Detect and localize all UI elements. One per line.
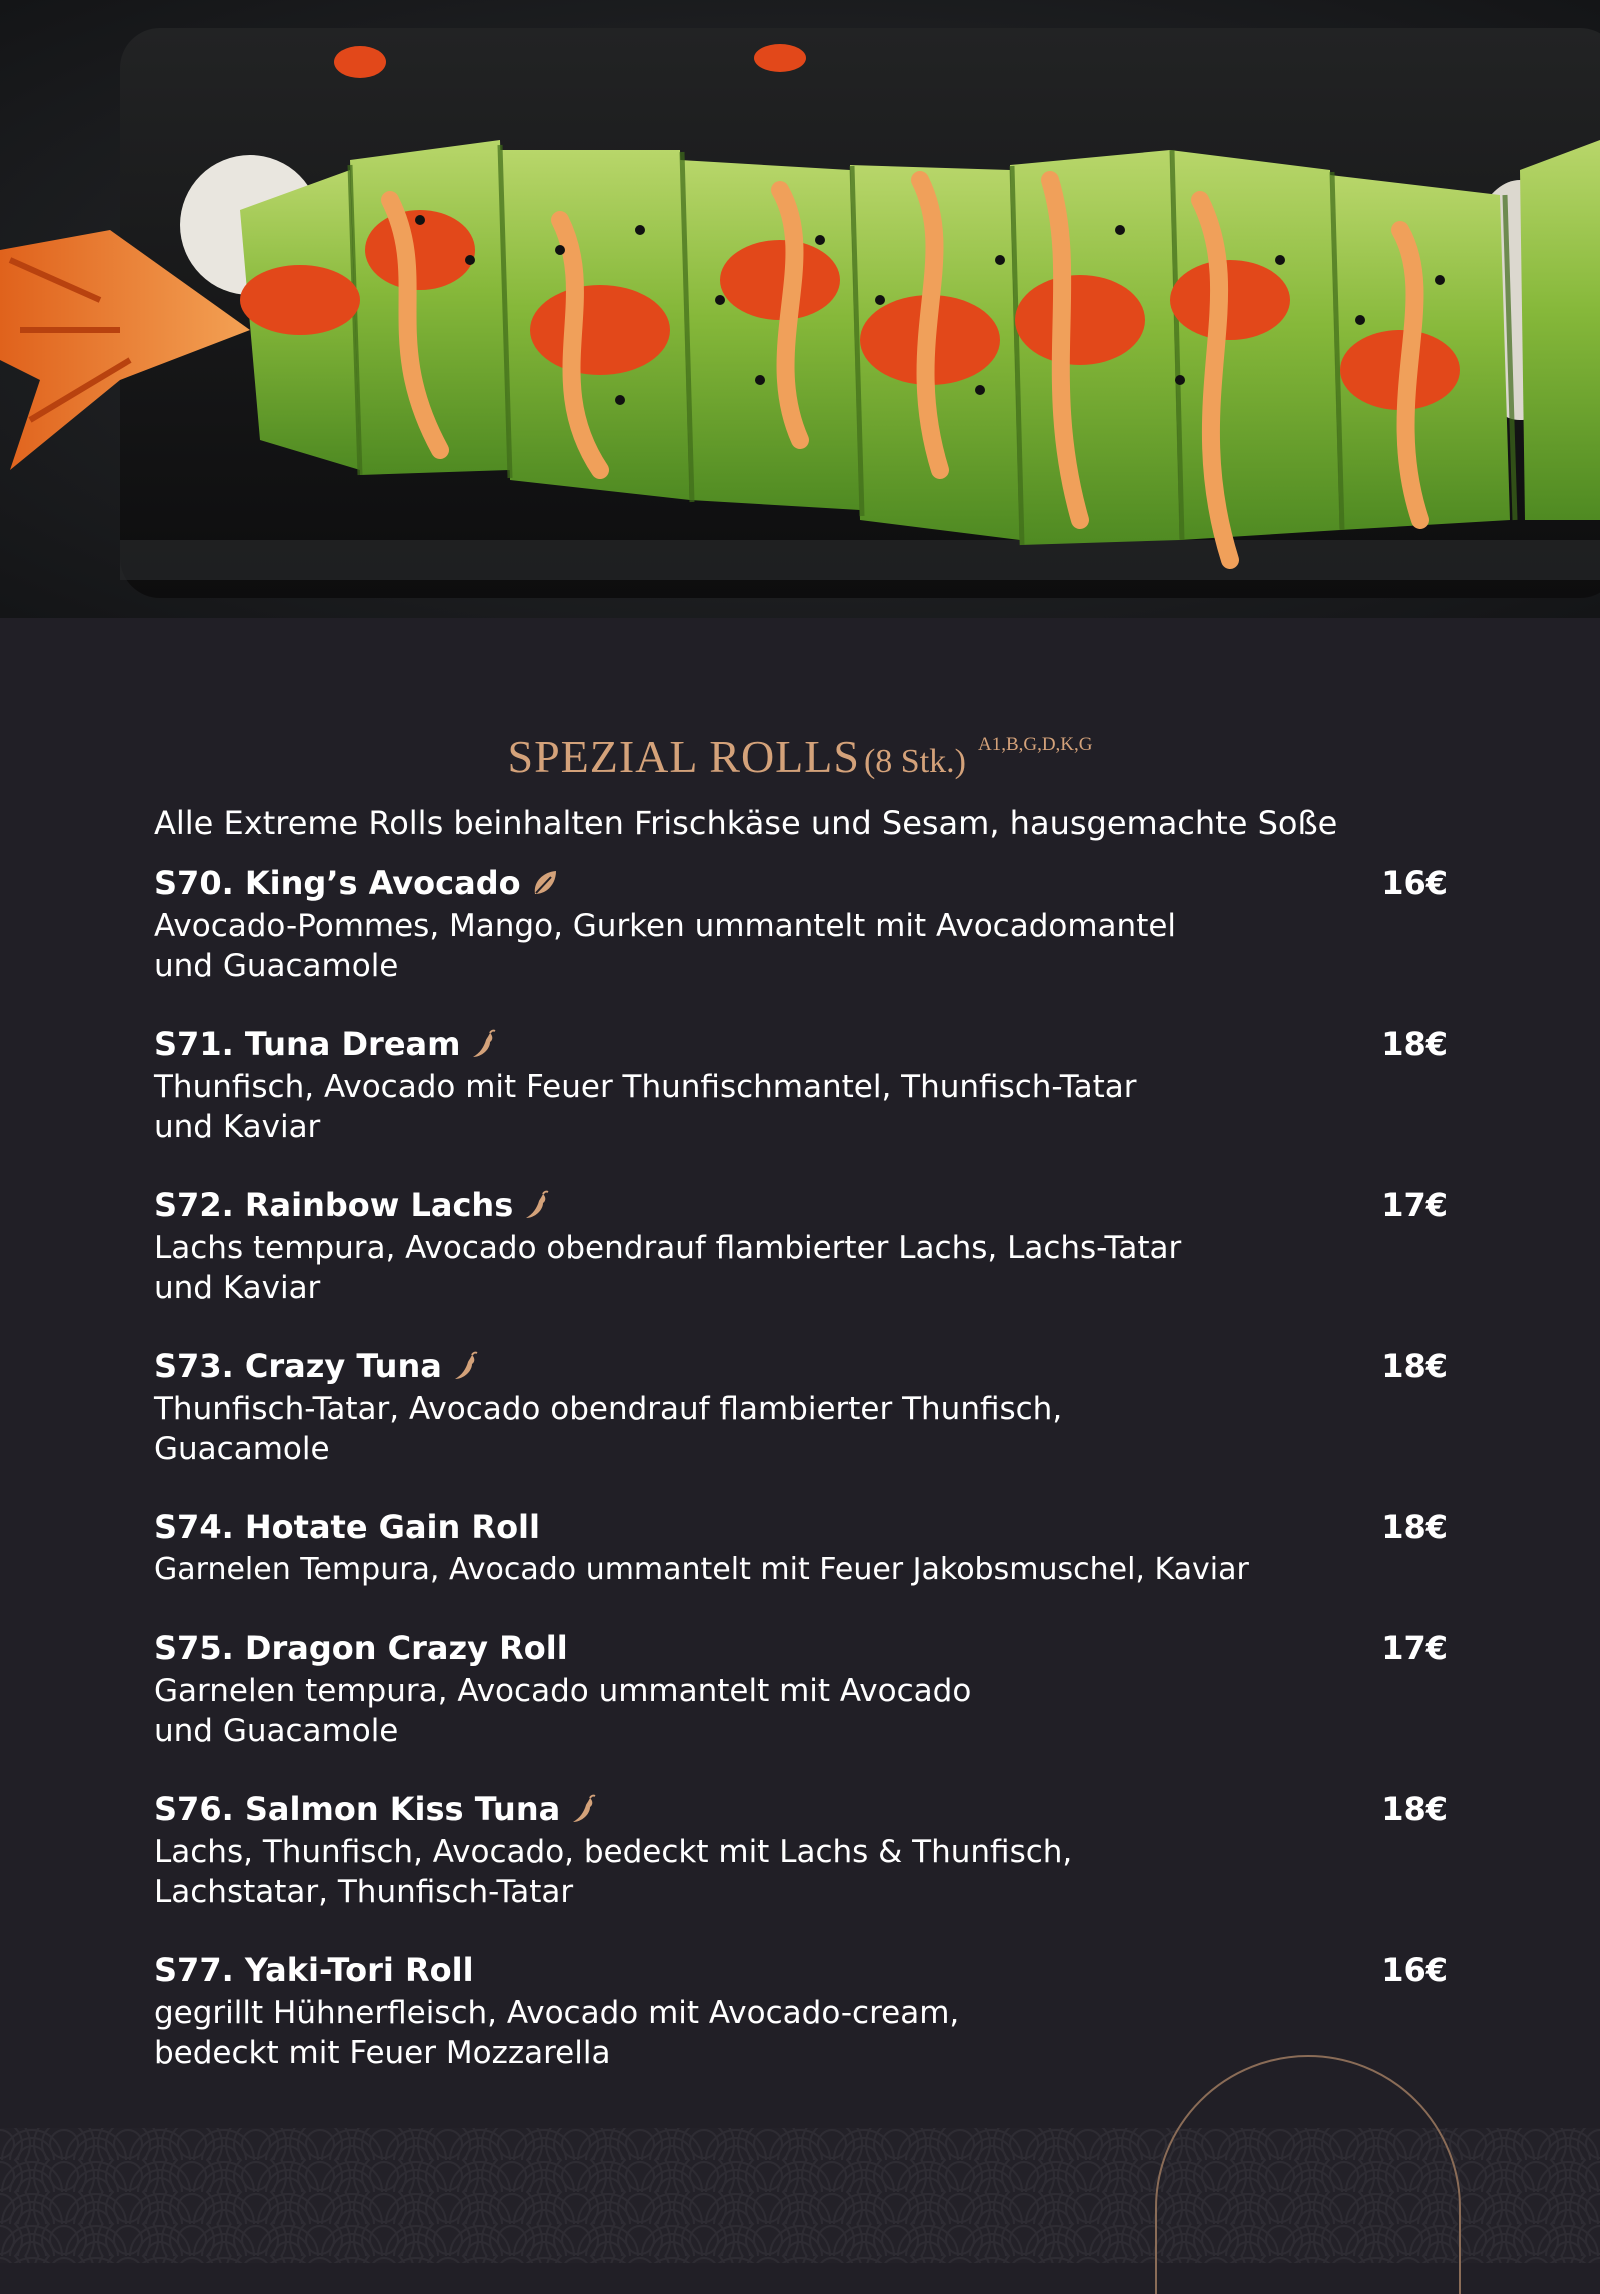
- menu-item-price: 16€: [1381, 864, 1448, 902]
- menu-item: [154, 1629, 1448, 1751]
- menu-item-price: 18€: [1381, 1025, 1448, 1063]
- menu-item-description: gegrillt Hühnerfleisch, Avocado mit Avocado-cream, bedeckt mit Feuer Mozzarella: [154, 1995, 960, 2071]
- menu-item-name: S73. Crazy Tuna: [154, 1347, 480, 1385]
- menu-item: [154, 1508, 1448, 1590]
- chili-icon: [523, 1190, 551, 1220]
- menu-item-name: S72. Rainbow Lachs: [154, 1186, 551, 1224]
- menu-item-description: Garnelen tempura, Avocado ummantelt mit Avocado und Guacamole: [154, 1673, 972, 1749]
- menu-item-price: 18€: [1381, 1508, 1448, 1546]
- menu-item-description: Lachs tempura, Avocado obendrauf flambierter Lachs, Lachs-Tatar und Kaviar: [154, 1230, 1182, 1306]
- menu-item-price: 16€: [1381, 1951, 1448, 1989]
- menu-item-description: Garnelen Tempura, Avocado ummantelt mit Feuer Jakobsmuschel, Kaviar: [154, 1552, 1249, 1587]
- menu-item-price: 17€: [1381, 1629, 1448, 1667]
- menu-item-description: Lachs, Thunfisch, Avocado, bedeckt mit Lachs & Thunfisch, Lachstatar, Thunfisch-Tatar: [154, 1834, 1073, 1910]
- leaf-icon: [531, 868, 559, 898]
- menu-item-name: S76. Salmon Kiss Tuna: [154, 1790, 598, 1828]
- menu-item-name: S71. Tuna Dream: [154, 1025, 498, 1063]
- menu-item: [154, 1186, 1448, 1308]
- menu-item-price: 18€: [1381, 1347, 1448, 1385]
- section-title-main: SPEZIAL ROLLS: [507, 731, 860, 782]
- menu-item-name: S75. Dragon Crazy Roll: [154, 1629, 568, 1667]
- menu-section: [0, 618, 1600, 2263]
- menu-item-name: S77. Yaki-Tori Roll: [154, 1951, 474, 1989]
- section-title: [0, 730, 1600, 783]
- menu-item: [154, 1347, 1448, 1469]
- menu-item-description: Thunfisch-Tatar, Avocado obendrauf flambierter Thunfisch, Guacamole: [154, 1391, 1063, 1467]
- decorative-arch: [1154, 2054, 1462, 2294]
- menu-item-price: 18€: [1381, 1790, 1448, 1828]
- section-allergens: A1,B,G,D,K,G: [977, 734, 1093, 755]
- menu-item: [154, 1025, 1448, 1147]
- chili-icon: [452, 1351, 480, 1381]
- section-subtitle: Alle Extreme Rolls beinhalten Frischkäse und Sesam, hausgemachte Soße: [154, 804, 1338, 842]
- menu-item: [154, 1790, 1448, 1912]
- menu-item-name: S70. King’s Avocado: [154, 864, 559, 902]
- menu-item-description: Thunfisch, Avocado mit Feuer Thunfischmantel, Thunfisch-Tatar und Kaviar: [154, 1069, 1137, 1145]
- menu-item-name: S74. Hotate Gain Roll: [154, 1508, 540, 1546]
- menu-item-price: 17€: [1381, 1186, 1448, 1224]
- menu-item: [154, 864, 1448, 986]
- chili-icon: [570, 1794, 598, 1824]
- menu-item-description: Avocado-Pommes, Mango, Gurken ummantelt mit Avocadomantel und Guacamole: [154, 908, 1177, 984]
- section-quantity: (8 Stk.): [863, 743, 966, 780]
- hero-photo: [0, 0, 1600, 618]
- sushi-roll-photo: [0, 0, 1600, 618]
- chili-icon: [470, 1029, 498, 1059]
